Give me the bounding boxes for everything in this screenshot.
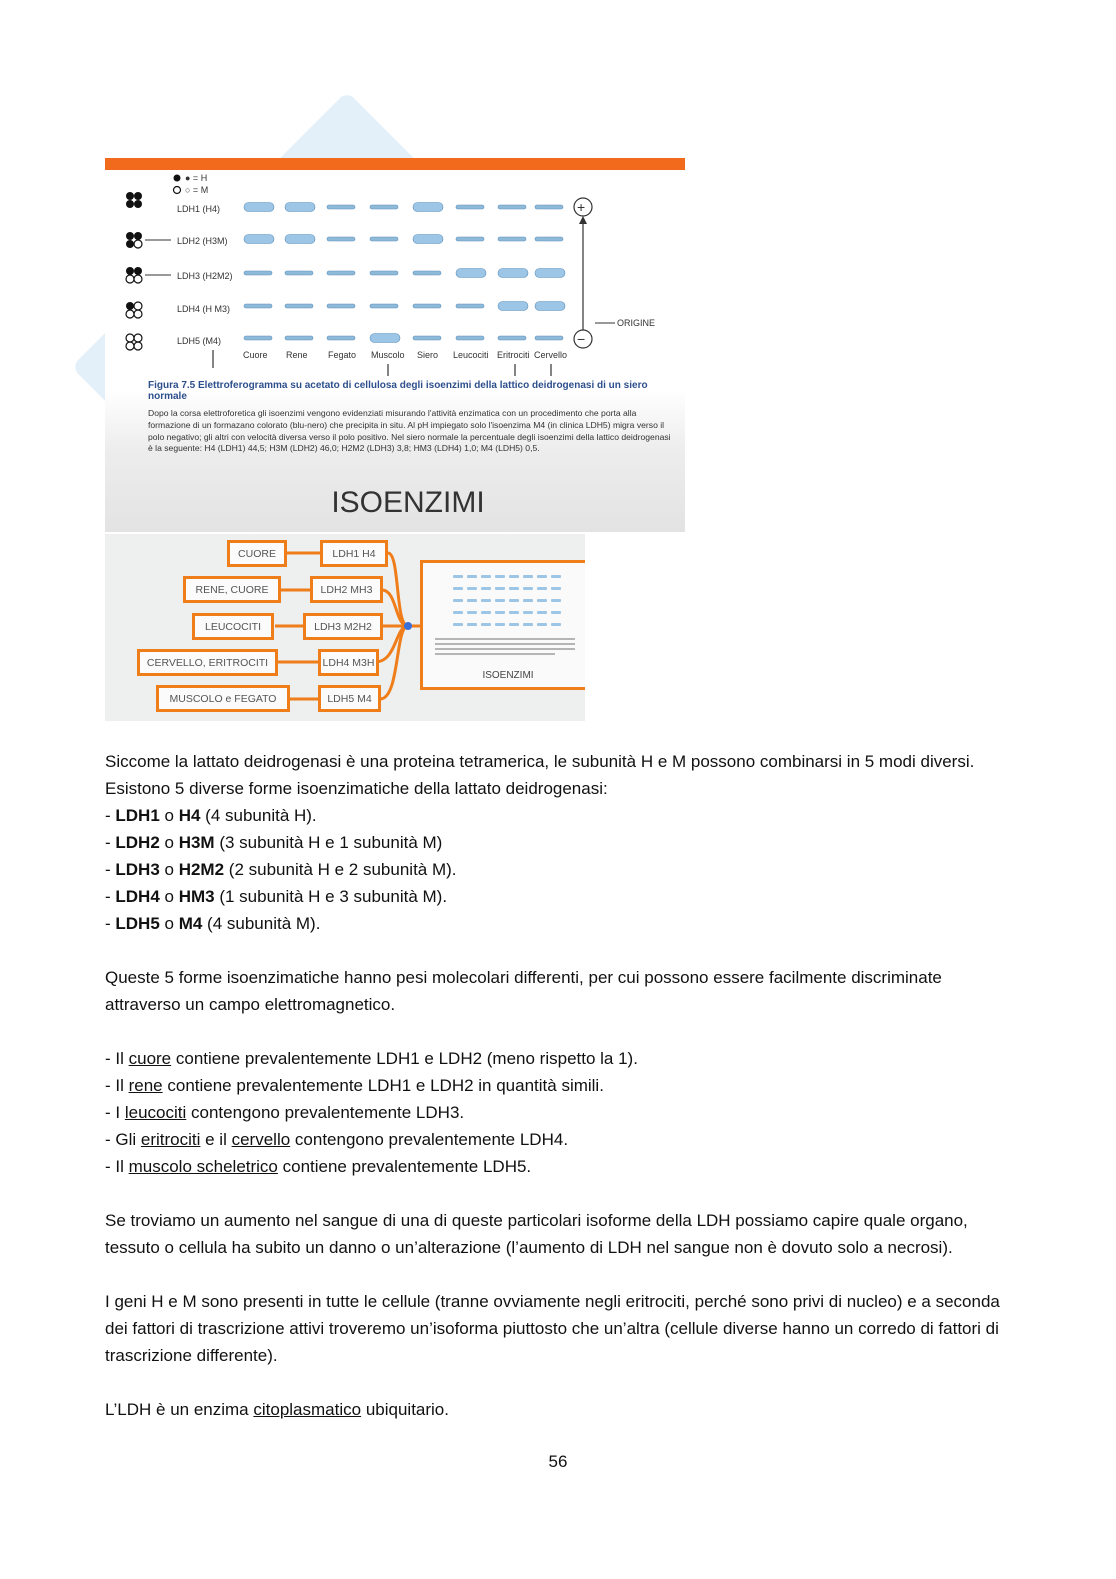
isoform-item: - LDH1 o H4 (4 subunità H). (105, 806, 317, 825)
band (498, 205, 526, 209)
isoform-formula: H3M (178, 833, 215, 852)
legend-m-dot (174, 187, 181, 194)
band (456, 269, 486, 278)
band (244, 271, 272, 275)
band (498, 237, 526, 241)
band (285, 203, 315, 212)
band (535, 336, 563, 340)
thumbnail-title: ISOENZIMI (482, 670, 534, 681)
band (327, 336, 355, 340)
isoform-desc: (4 subunità M). (202, 914, 321, 933)
row-label-ldh1: LDH1 (H4) (177, 204, 221, 214)
tissue-desc: contiene prevalentemente LDH1 e LDH2 (meno rispetto la 1). (171, 1049, 638, 1068)
band (456, 205, 484, 209)
col-label-siero: Siero (417, 350, 439, 360)
origin-label: ORIGINE (617, 318, 656, 328)
band (327, 271, 355, 275)
tissue-name: cuore (128, 1049, 172, 1068)
tissue-name: muscolo scheletrico (128, 1157, 278, 1176)
isoform-formula: H4 (178, 806, 201, 825)
legend-h: ● = H (185, 173, 208, 183)
band (244, 203, 274, 212)
isoform-box-ldh4: LDH4 M3H (318, 649, 379, 676)
minus-sign: − (577, 331, 586, 347)
band (370, 237, 398, 241)
col-label-fegato: Fegato (328, 350, 357, 360)
legend-h-dot (174, 175, 181, 182)
band (244, 336, 272, 340)
page-number: 56 (548, 1452, 568, 1471)
col-label-cervello: Cervello (534, 350, 568, 360)
tissue-box-muscolo-fegato: MUSCOLO e FEGATO (156, 685, 290, 712)
isoform-desc: (2 subunità H e 2 subunità M). (224, 860, 457, 879)
isoform-box-ldh1: LDH1 H4 (320, 540, 388, 567)
electrophoresis-figure (105, 158, 685, 532)
band (370, 334, 400, 343)
tissue-item (105, 1126, 1015, 1153)
paragraph-intro: Siccome la lattato deidrogenasi è una proteina tetramerica, le subunità H e M possono combinarsi in 5 modi diversi. Esistono 5 diverse forme isoenzimatiche della lattato deidrogenasi: (105, 752, 975, 798)
isoform-name: LDH3 (115, 860, 160, 879)
tissue-item (105, 1072, 1015, 1099)
band (413, 203, 443, 212)
isoform-desc: (1 subunità H e 3 subunità M). (214, 887, 448, 906)
tissue-desc: contiene prevalentemente LDH1 e LDH2 in quantità simili. (162, 1076, 604, 1095)
band (498, 269, 528, 278)
isoform-desc: (4 subunità H). (200, 806, 317, 825)
figure-title: ISOENZIMI (331, 486, 485, 519)
tissue-item (105, 1099, 1015, 1126)
band (456, 304, 484, 308)
row-label-ldh3: LDH3 (H2M2) (177, 271, 233, 281)
tissue-box-cervello-eritrociti: CERVELLO, ERITROCITI (137, 649, 278, 676)
paragraph-diagnosis: Se troviamo un aumento nel sangue di una di queste particolari isoforme della LDH possiamo capire quale organo, tessuto o cellula ha subito un danno o un’alterazione (l’aumento di LDH nel sangue non è dovuto solo a necrosi). (105, 1211, 968, 1257)
isoform-name: LDH4 (115, 887, 160, 906)
paragraph-cytoplasmic (105, 1396, 1015, 1423)
band (370, 271, 398, 275)
band (413, 336, 441, 340)
tissue-name: leucociti (124, 1103, 187, 1122)
underlined-term: citoplasmatico (253, 1400, 362, 1419)
band (535, 205, 563, 209)
body-text (105, 748, 1015, 1423)
isoform-item: - LDH5 o M4 (4 subunità M). (105, 914, 321, 933)
tissue-name: eritrociti (140, 1130, 201, 1149)
isoform-item: - LDH2 o H3M (3 subunità H e 1 subunità M) (105, 833, 443, 852)
tissue-item (105, 1045, 1015, 1072)
isoform-box-ldh3: LDH3 M2H2 (303, 613, 383, 640)
electrophoresis-thumbnail (420, 560, 585, 690)
isoenzyme-map-figure (105, 534, 585, 721)
tissue-prefix: - I (105, 1103, 125, 1122)
band (285, 336, 313, 340)
col-label-rene: Rene (286, 350, 308, 360)
row-label-ldh5: LDH5 (M4) (177, 336, 222, 346)
thumbnail-bands (423, 563, 585, 663)
band (327, 304, 355, 308)
isoform-formula: HM3 (178, 887, 215, 906)
tissue-box-rene-cuore: RENE, CUORE (183, 576, 281, 603)
isoform-formula: H2M2 (178, 860, 225, 879)
band (327, 205, 355, 209)
tissue-box-leucociti: LEUCOCITI (192, 613, 274, 640)
electrophoresis-bands (244, 203, 565, 343)
band (285, 271, 313, 275)
hub-dot (404, 622, 412, 630)
band (285, 304, 313, 308)
isoform-name: LDH5 (115, 914, 160, 933)
tissue-prefix: - Il (105, 1157, 129, 1176)
tissue-box-cuore: CUORE (227, 540, 287, 567)
tissue-name: rene (128, 1076, 163, 1095)
row-label-ldh4: LDH4 (H M3) (177, 304, 231, 314)
tissue-desc: contengono prevalentemente LDH3. (186, 1103, 465, 1122)
band (456, 237, 484, 241)
isoform-desc: (3 subunità H e 1 subunità M) (214, 833, 443, 852)
isoform-name: LDH2 (115, 833, 160, 852)
band (535, 269, 565, 278)
isoform-item: - LDH4 o HM3 (1 subunità H e 3 subunità M). (105, 887, 448, 906)
legend-m: ○ = M (185, 185, 209, 195)
tetramer-icons (126, 192, 142, 350)
text-fragment: L’LDH è un enzima (105, 1400, 254, 1419)
row-label-ldh2: LDH2 (H3M) (177, 236, 228, 246)
band (413, 271, 441, 275)
band (456, 336, 484, 340)
isoform-name: LDH1 (115, 806, 160, 825)
band (244, 304, 272, 308)
tissue-prefix: - Gli (105, 1130, 141, 1149)
tissue-prefix: - Il (105, 1049, 129, 1068)
band (370, 205, 398, 209)
tissue-prefix: - Il (105, 1076, 129, 1095)
tissue-name-2: cervello (231, 1130, 291, 1149)
band (327, 237, 355, 241)
band (413, 304, 441, 308)
band (244, 235, 274, 244)
paragraph-weights: Queste 5 forme isoenzimatiche hanno pesi molecolari differenti, per cui possono essere facilmente discriminate attraverso un campo elettromagnetico. (105, 968, 942, 1014)
tissue-item (105, 1153, 1015, 1180)
figure-caption-body: Dopo la corsa elettroforetica gli isoenzimi vengono evidenziati misurando l'attività enzimatica con un procedimento che porta alla formazione di un formazano colorato (blu-nero) che precipita in situ. Al pH impiegato solo l'isoenzima M4 (in clinica LDH5) migra verso il polo negativo; gli altri con velocità diversa verso il polo positivo. Nel siero normale la percentuale degli isoenzimi della lattico deidrogenasi è la seguente: H4 (LDH1) 44,5; H3M (LDH2) 46,0; H2M2 (LDH3) 3,8; HM3 (LDH4) 1,0; M4 (LDH5) 0,5. (148, 408, 671, 454)
band (498, 336, 526, 340)
migration-arrowhead-icon (579, 216, 587, 224)
tissue-desc: e il (200, 1130, 232, 1149)
isoform-box-ldh2: LDH2 MH3 (310, 576, 383, 603)
band (370, 304, 398, 308)
band (285, 235, 315, 244)
tissue-desc-2: contengono prevalentemente LDH4. (290, 1130, 569, 1149)
col-label-cuore: Cuore (243, 350, 268, 360)
isoform-formula: M4 (178, 914, 203, 933)
figure-caption-title: Figura 7.5 Elettroferogramma su acetato di cellulosa degli isoenzimi della lattico deidrogenasi di un siero normale (148, 380, 648, 402)
isoform-item: - LDH3 o H2M2 (2 subunità H e 2 subunità M). (105, 860, 457, 879)
band (535, 237, 563, 241)
col-label-eritrociti: Eritrociti (497, 350, 530, 360)
band (535, 302, 565, 311)
paragraph-genes: I geni H e M sono presenti in tutte le cellule (tranne ovviamente negli eritrociti, perché sono privi di nucleo) e a seconda dei fattori di trascrizione attivi troveremo un’isoforma piuttosto che un’altra (cellule diverse hanno un corredo di fattori di trascrizione differente). (105, 1292, 1000, 1365)
tissue-desc: contiene prevalentemente LDH5. (277, 1157, 532, 1176)
text-fragment: ubiquitario. (361, 1400, 449, 1419)
plus-sign: + (577, 199, 586, 215)
band (413, 235, 443, 244)
isoform-box-ldh5: LDH5 M4 (318, 685, 381, 712)
col-label-leucociti: Leucociti (453, 350, 489, 360)
col-label-muscolo: Muscolo (371, 350, 405, 360)
band (498, 302, 528, 311)
electrophoresis-diagram (105, 158, 685, 388)
